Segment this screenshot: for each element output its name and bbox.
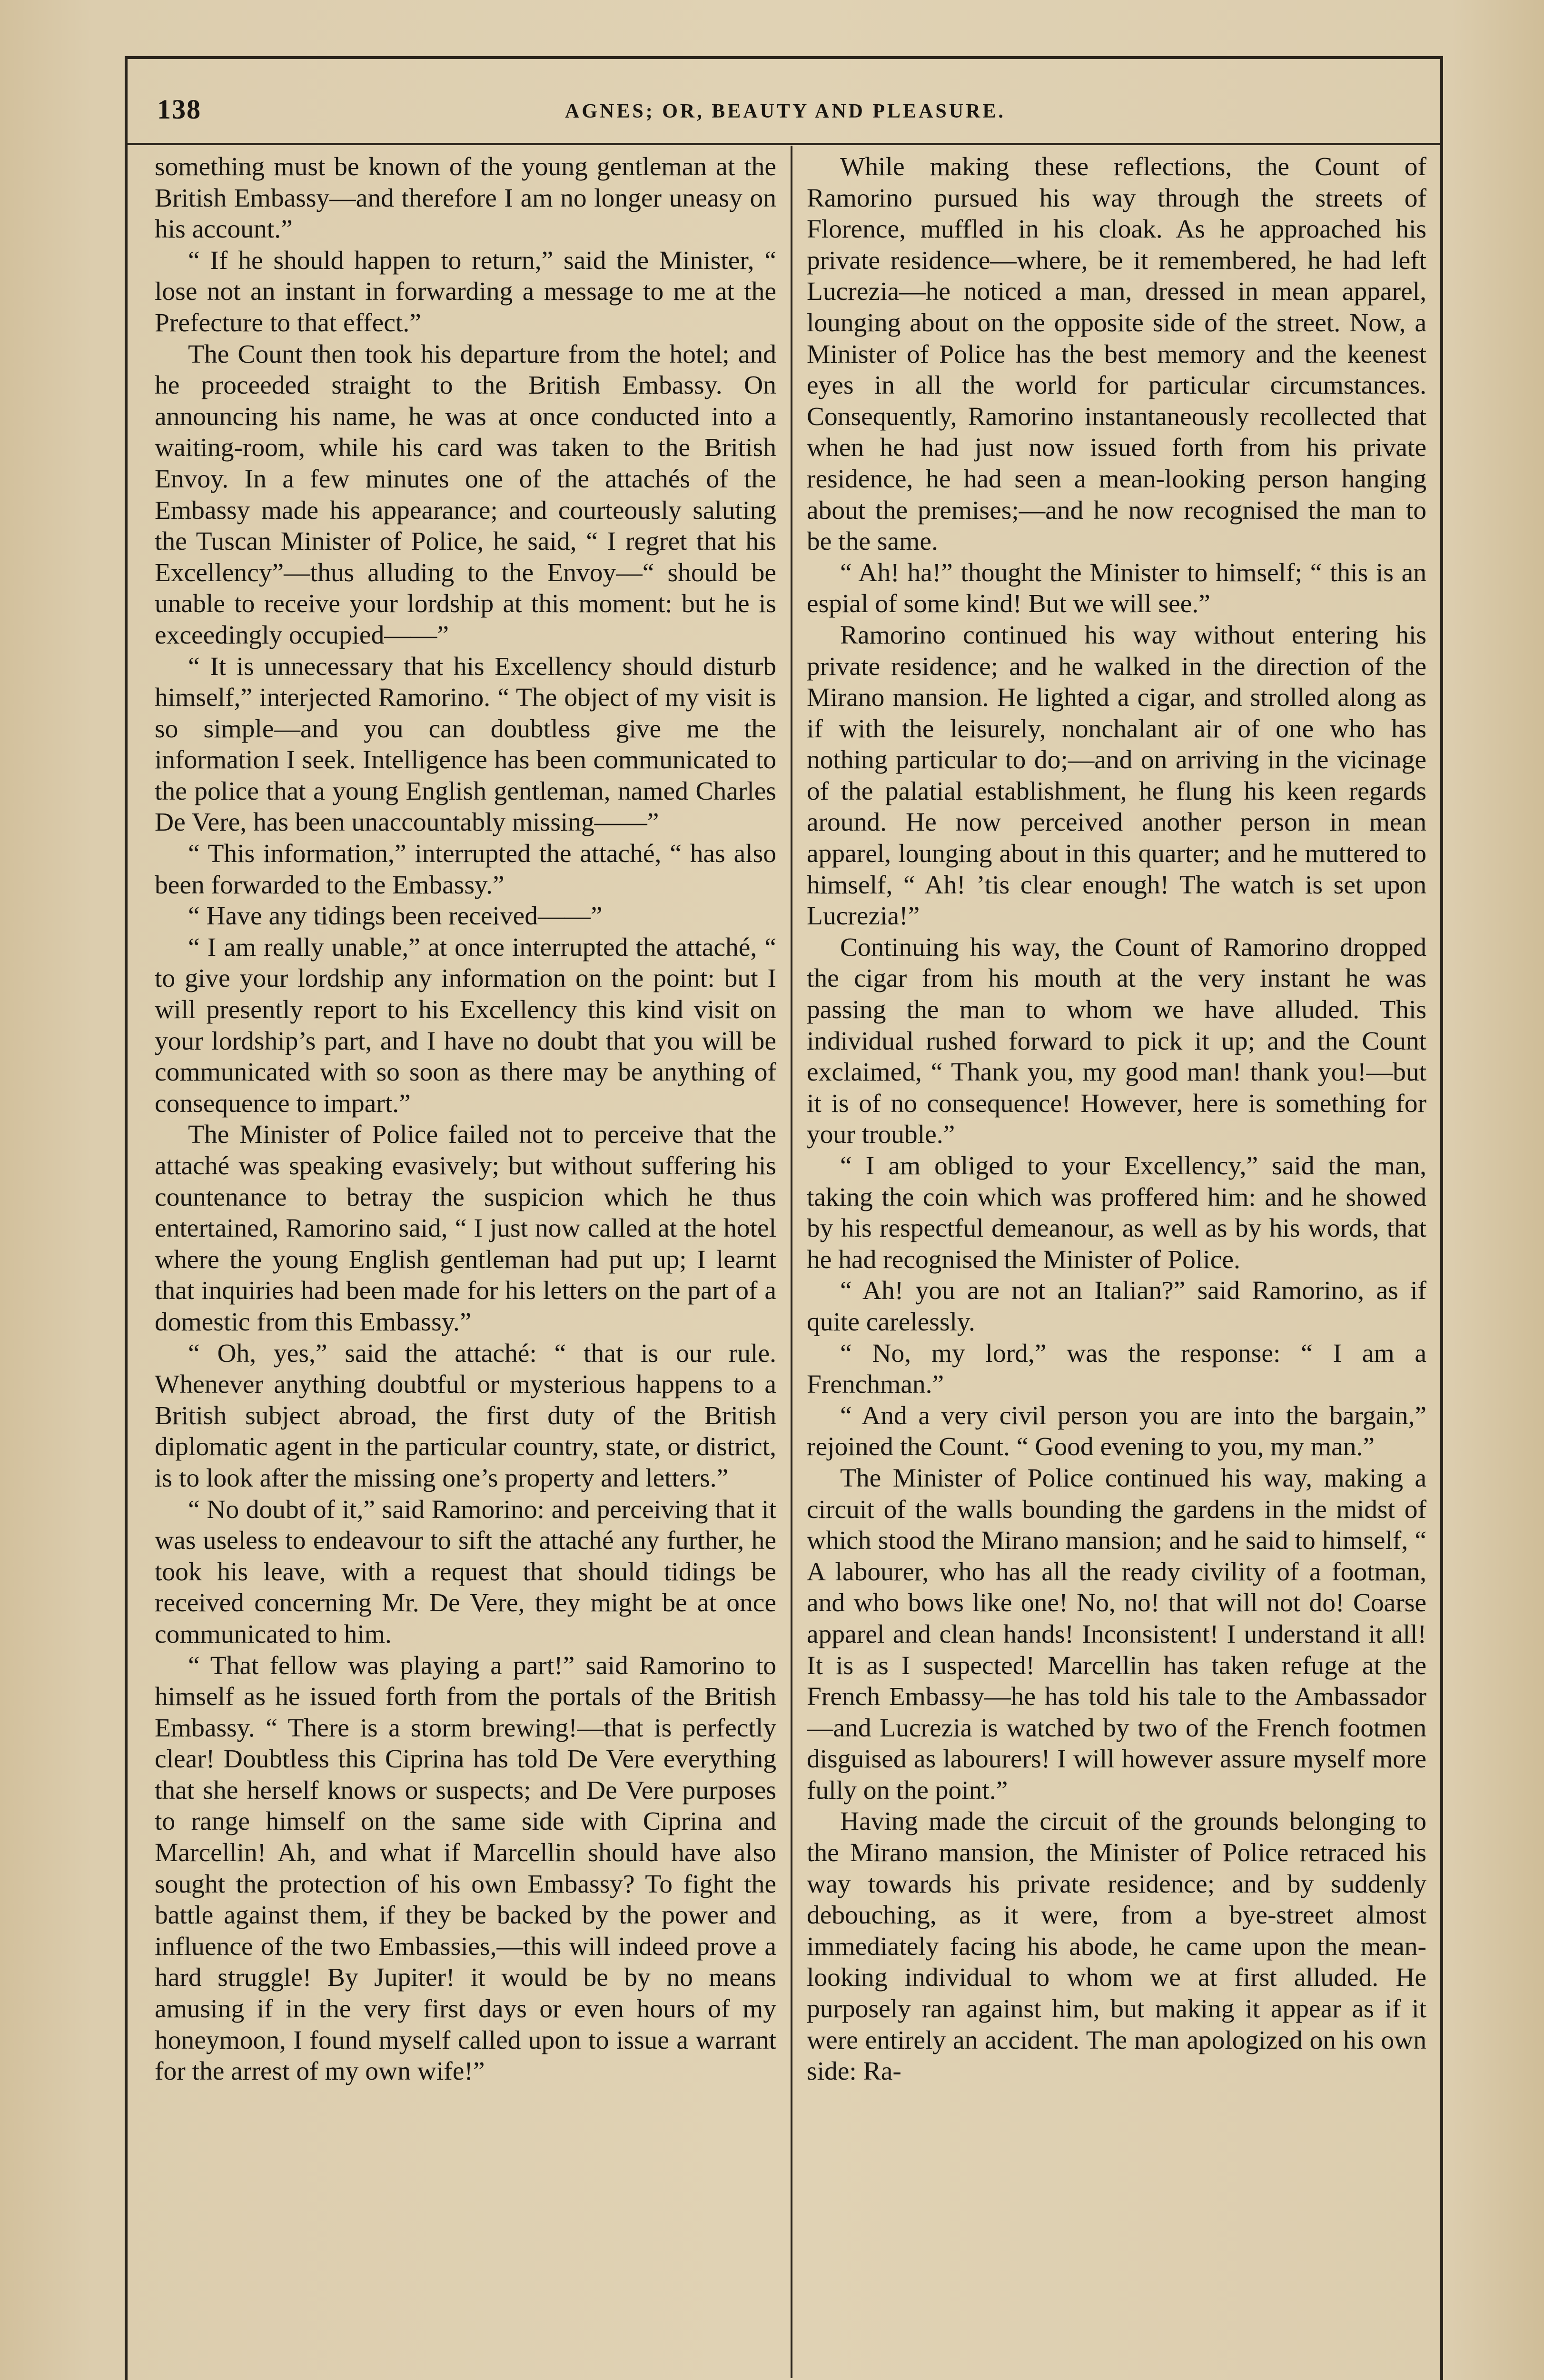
paragraph: Having made the circuit of the grounds belonging to the Mirano mansion, the Minister of Police retraced his way towards his private residence; and by suddenly debouching, as it were, from a bye-street almost immediately facing his abode, he came upon the mean-looking individual to whom we at first alluded. He purposely ran against him, but making it appear as if it were entirely an accident. The man apologized on his own side: Ra- (807, 1807, 1426, 2086)
paragraph: “ It is unnecessary that his Excellency should disturb himself,” interjected Ramorino. “ The object of my visit is so simple—and you can doubtless give me the information I seek. Intelligence has been communicated to the police that a young English gentleman, named Charles De Vere, has been unaccountably missing——” (155, 652, 776, 837)
paragraph: “ I am really unable,” at once interrupted the attaché, “ to give your lordship any information on the point: but I will presently report to his Excellency this kind visit on your lordship’s part, and I have no doubt that you will be communicated with so soon as there may be anything of consequence to impart.” (155, 932, 776, 1118)
paragraph: “ Oh, yes,” said the attaché: “ that is our rule. Whenever anything doubtful or mysterious happens to a British subject abroad, the first duty of the British diplomatic agent in the particular country, state, or district, is to look after the missing one’s property and letters.” (155, 1339, 776, 1493)
paragraph: The Minister of Police continued his way, making a circuit of the walls bounding the gardens in the midst of which stood the Mirano mansion; and he said to himself, “ A labourer, who has all the ready civility of a footman, and who bows like one! No, no! that will not do! Coarse apparel and clean hands! Inconsistent! I understand it all! It is as I suspected! Marcellin has taken refuge at the French Embassy—he has told his tale to the Ambassador—and Lucrezia is watched by two of the French footmen disguised as labourers! I will however assure myself more fully on the point.” (807, 1463, 1426, 1805)
header-rule (125, 143, 1443, 145)
paragraph: “ I am obliged to your Excellency,” said the man, taking the coin which was proffered him: and he showed by his respectful demeanour, as well as by his words, that he had recognised the Minister of Police. (807, 1151, 1426, 1274)
paragraph: Continuing his way, the Count of Ramorino dropped the cigar from his mouth at the very instant he was passing the man to whom we have alluded. This individual rushed forward to pick it up; and the Count exclaimed, “ Thank you, my good man! thank you!—but it is of no consequence! However, here is something for your trouble.” (807, 932, 1426, 1150)
paragraph: “ Ah! ha!” thought the Minister to himself; “ this is an espial of some kind! But we will see.” (807, 558, 1426, 619)
page-header (157, 93, 1414, 131)
paragraph: “ No doubt of it,” said Ramorino: and perceiving that it was useless to endeavour to sift the attaché any further, he took his leave, with a request that should tidings be received concerning Mr. De Vere, they might be at once communicated to him. (155, 1495, 776, 1649)
column-divider (791, 146, 792, 2378)
left-column (155, 151, 776, 2379)
paragraph: “ This information,” interrupted the attaché, “ has also been forwarded to the Embassy.” (155, 839, 776, 900)
paragraph: “ Have any tidings been received——” (188, 902, 603, 931)
paragraph: “ Ah! you are not an Italian?” said Ramorino, as if quite carelessly. (807, 1276, 1426, 1337)
paragraph: The Minister of Police failed not to perceive that the attaché was speaking evasively; but without suffering his countenance to betray the suspicion which he thus entertained, Ramorino said, “ I just now called at the hotel where the young English gentleman had put up; I learnt that inquiries had been made for his letters on the part of a domestic from this Embassy.” (155, 1120, 776, 1337)
paragraph: While making these reflections, the Count of Ramorino pursued his way through the streets of Florence, muffled in his cloak. As he approached his private residence—where, be it remembered, he had left Lucrezia—he noticed a man, dressed in mean apparel, lounging about on the opposite side of the street. Now, a Minister of Police has the best memory and the keenest eyes in all the world for particular circumstances. Consequently, Ramorino instantaneously recollected that when he had just now issued forth from his private residence, he had seen a mean-looking person hanging about the premises;—and he now recognised the man to be the same. (807, 152, 1426, 556)
running-head: AGNES; OR, BEAUTY AND PLEASURE. (565, 100, 1006, 122)
paragraph: something must be known of the young gentleman at the British Embassy—and therefore I am no longer uneasy on his account.” (155, 152, 776, 244)
paragraph: The Count then took his departure from the hotel; and he proceeded straight to the British Embassy. On announcing his name, he was at once conducted into a waiting-room, while his card was taken to the British Envoy. In a few minutes one of the attachés of the Embassy made his appearance; and courteously saluting the Tuscan Minister of Police, he said, “ I regret that his Excellency”—thus alluding to the Envoy—“ should be unable to receive your lordship at this moment: but he is exceedingly occupied——” (155, 339, 776, 650)
paragraph: “ If he should happen to return,” said the Minister, “ lose not an instant in forwarding a message to me at the Prefecture to that effect.” (155, 246, 776, 337)
paragraph: “ That fellow was playing a part!” said Ramorino to himself as he issued forth from the portals of the British Embassy. “ There is a storm brewing!—that is perfectly clear! Doubtless this Ciprina has told De Vere everything that she herself knows or suspects; and De Vere purposes to range himself on the same side with Ciprina and Marcellin! Ah, and what if Marcellin should have also sought the protection of his own Embassy? To fight the battle against them, if they be backed by the power and influence of the two Embassies,—this will indeed prove a hard struggle! By Jupiter! it would be by no means amusing if in the very first days or even hours of my honeymoon, I found myself called upon to issue a warrant for the arrest of my own wife!” (155, 1651, 776, 2086)
right-column (807, 151, 1426, 2379)
paragraph: “ And a very civil person you are into the bargain,” rejoined the Count. “ Good evening to you, my man.” (807, 1401, 1426, 1462)
page-number: 138 (157, 94, 201, 125)
paragraph: Ramorino continued his way without entering his private residence; and he walked in the direction of the Mirano mansion. He lighted a cigar, and strolled along as if with the leisurely, nonchalant air of one who has nothing particular to do;—and on arriving in the vicinage of the palatial establishment, he flung his keen regards around. He now perceived another person in mean apparel, lounging about in this quarter; and he muttered to himself, “ Ah! ’tis clear enough! The watch is set upon Lucrezia!” (807, 620, 1426, 931)
paragraph: “ No, my lord,” was the response: “ I am a Frenchman.” (807, 1339, 1426, 1399)
